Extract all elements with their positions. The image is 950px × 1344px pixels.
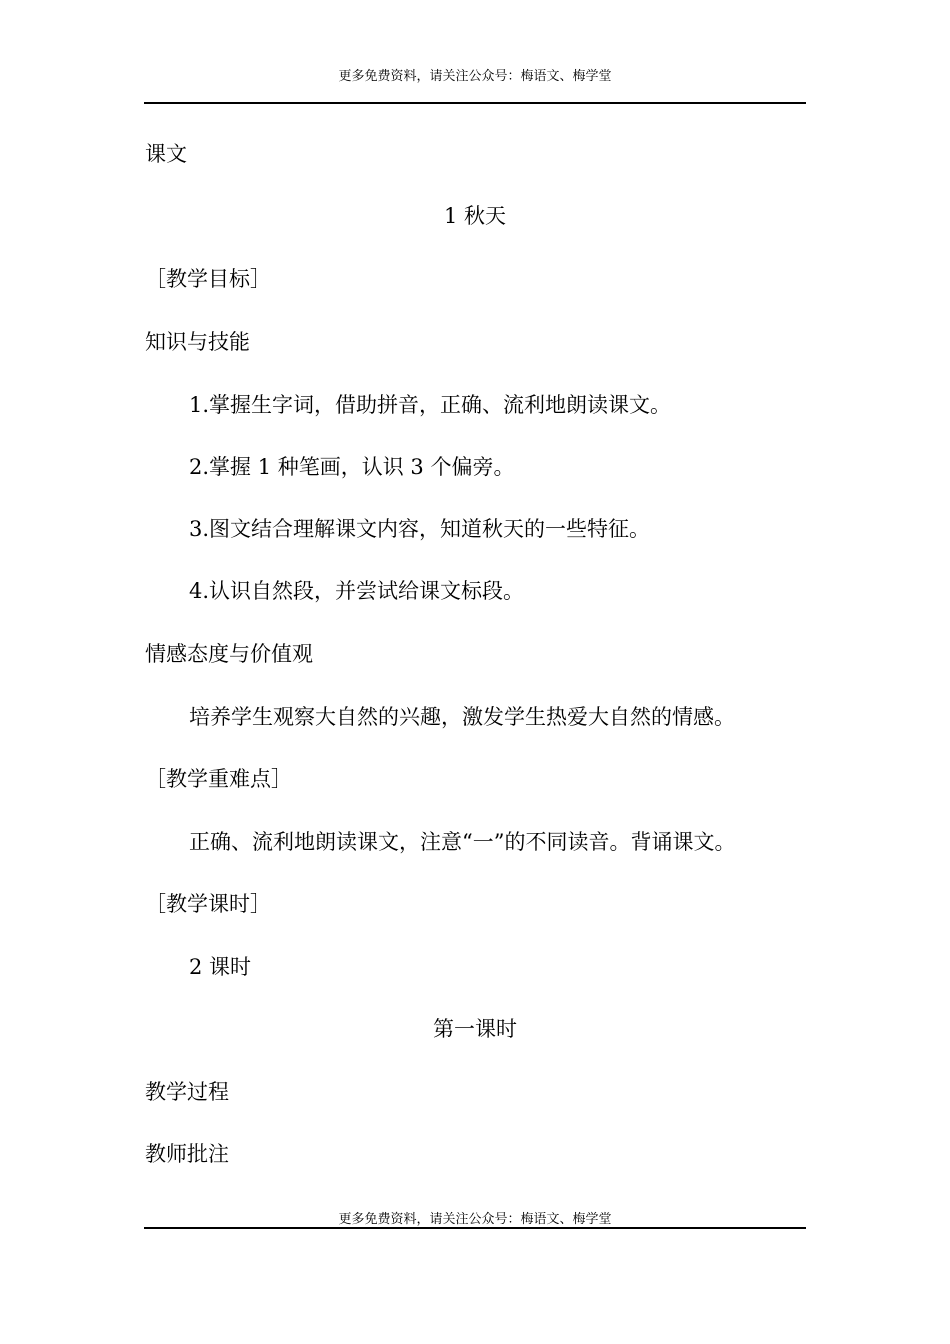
page-header: 更多免费资料，请关注公众号：梅语文、梅学堂 <box>338 69 612 84</box>
lesson-title: 1 秋天 <box>443 204 507 228</box>
keypoints-heading: ［教学重难点］ <box>145 767 292 791</box>
goal-item-3: 3.图文结合理解课文内容，知道秋天的一些特征。 <box>189 517 651 541</box>
first-lesson-title: 第一课时 <box>433 1017 517 1041</box>
goal-item-1: 1.掌握生字词，借助拼音，正确、流利地朗读课文。 <box>189 393 672 417</box>
hours-heading: ［教学课时］ <box>145 892 271 916</box>
header-rule <box>144 102 806 104</box>
keypoints-text: 正确、流利地朗读课文，注意“一”的不同读音。背诵课文。 <box>189 830 736 854</box>
page-footer: 更多免费资料，请关注公众号：梅语文、梅学堂 <box>338 1212 612 1227</box>
process-heading: 教学过程 <box>145 1080 229 1104</box>
hours-text: 2 课时 <box>189 955 252 979</box>
emotion-text: 培养学生观察大自然的兴趣，激发学生热爱大自然的情感。 <box>189 705 735 729</box>
section-label: 课文 <box>145 142 187 166</box>
goal-item-2: 2.掌握 1 种笔画，认识 3 个偏旁。 <box>189 455 515 479</box>
teacher-notes-heading: 教师批注 <box>145 1142 229 1166</box>
emotion-heading: 情感态度与价值观 <box>145 642 313 666</box>
goal-item-4: 4.认识自然段，并尝试给课文标段。 <box>189 579 525 603</box>
goals-heading: ［教学目标］ <box>145 267 271 291</box>
footer-rule <box>144 1227 806 1229</box>
knowledge-heading: 知识与技能 <box>145 330 250 354</box>
